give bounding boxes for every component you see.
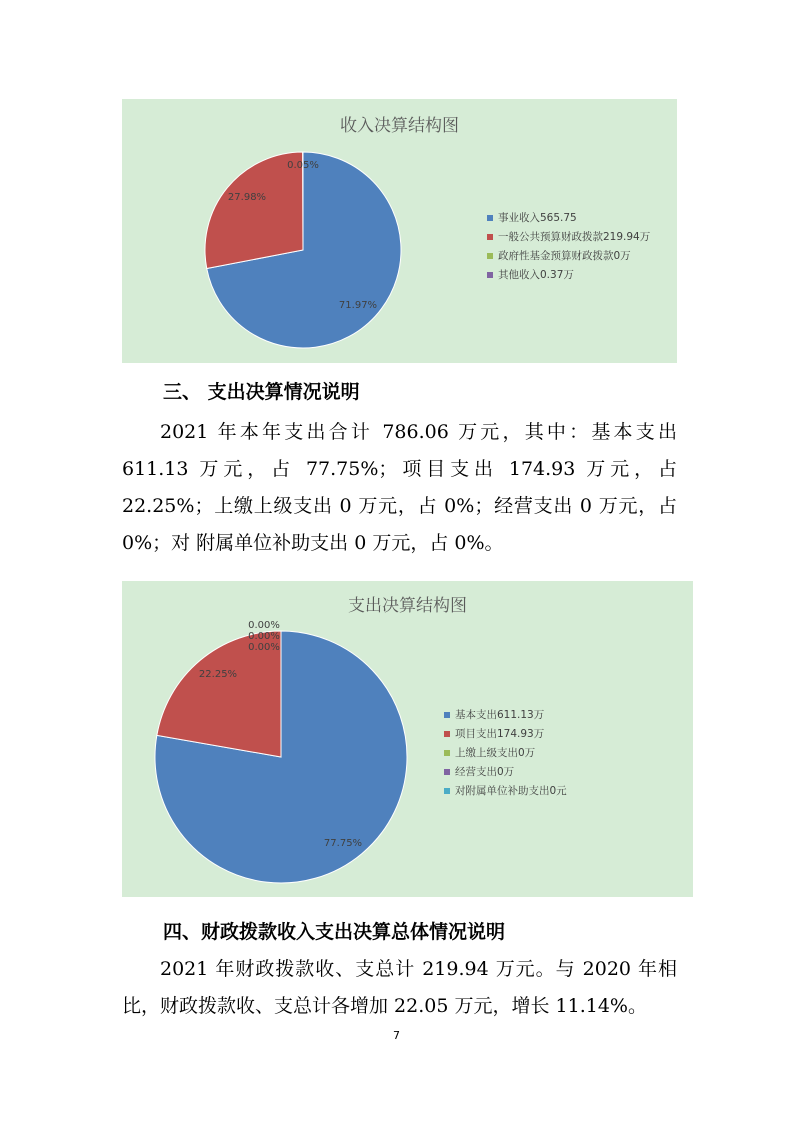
legend-item [487,227,650,246]
legend-swatch [444,788,450,794]
legend-swatch [487,234,493,240]
data-label: 0.05% [287,160,319,171]
income-chart [122,99,677,363]
chart-legend [444,705,567,800]
legend-swatch [487,253,493,259]
body-paragraph: 2021 年本年支出合计 786.06 万元，其中：基本支出 611.13 万元，占 77.75%；项目支出 174.93 万元，占 22.25%；上缴上级支出 0 万元，占 0%；经营支出 0 万元，占 0%；对 附属单位补助支出 0 万元，占 0%。 [122,421,677,554]
legend-swatch [444,750,450,756]
section-heading: 四、财政拨款收入支出决算总体情况说明 [163,921,506,943]
legend-item [444,724,567,743]
page-number: 7 [393,1029,400,1042]
legend-swatch [487,215,493,221]
legend-swatch [444,769,450,775]
data-label: 22.25% [198,669,238,680]
chart-legend [487,208,650,284]
expenditure-chart [122,581,693,897]
legend-label: 项目支出174.93万 [455,728,545,740]
legend-label: 其他收入0.37万 [498,269,574,281]
legend-item [487,246,650,265]
legend-swatch [444,731,450,737]
expenditure-pie [122,581,693,897]
data-label: 0.00% [248,642,280,653]
chart-title: 收入决算结构图 [340,116,459,136]
legend-label: 事业收入565.75 [498,212,577,224]
legend-label: 上缴上级支出0万 [455,747,536,759]
legend-label: 经营支出0万 [455,766,515,778]
section-heading: 三、 支出决算情况说明 [163,381,360,403]
legend-swatch [487,272,493,278]
data-label: 71.97% [338,300,378,311]
legend-label: 对附属单位补助支出0元 [455,785,567,797]
legend-label: 政府性基金预算财政拨款0万 [498,250,631,262]
legend-item [487,265,650,284]
legend-label: 基本支出611.13万 [455,709,545,721]
data-label: 0.00% [248,631,280,642]
legend-swatch [444,712,450,718]
data-label: 27.98% [227,192,267,203]
data-label: 0.00% [248,620,280,631]
legend-item [487,208,650,227]
body-paragraph: 2021 年财政拨款收、支总计 219.94 万元。与 2020 年相比，财政拨款收、支总计各增加 22.05 万元，增长 11.14%。 [122,958,677,1017]
legend-label: 一般公共预算财政拨款219.94万 [498,231,651,243]
chart-title: 支出决算结构图 [348,596,467,616]
legend-item [444,743,567,762]
legend-item [444,705,567,724]
data-label: 77.75% [323,838,363,849]
legend-item [444,762,567,781]
legend-item [444,781,567,800]
